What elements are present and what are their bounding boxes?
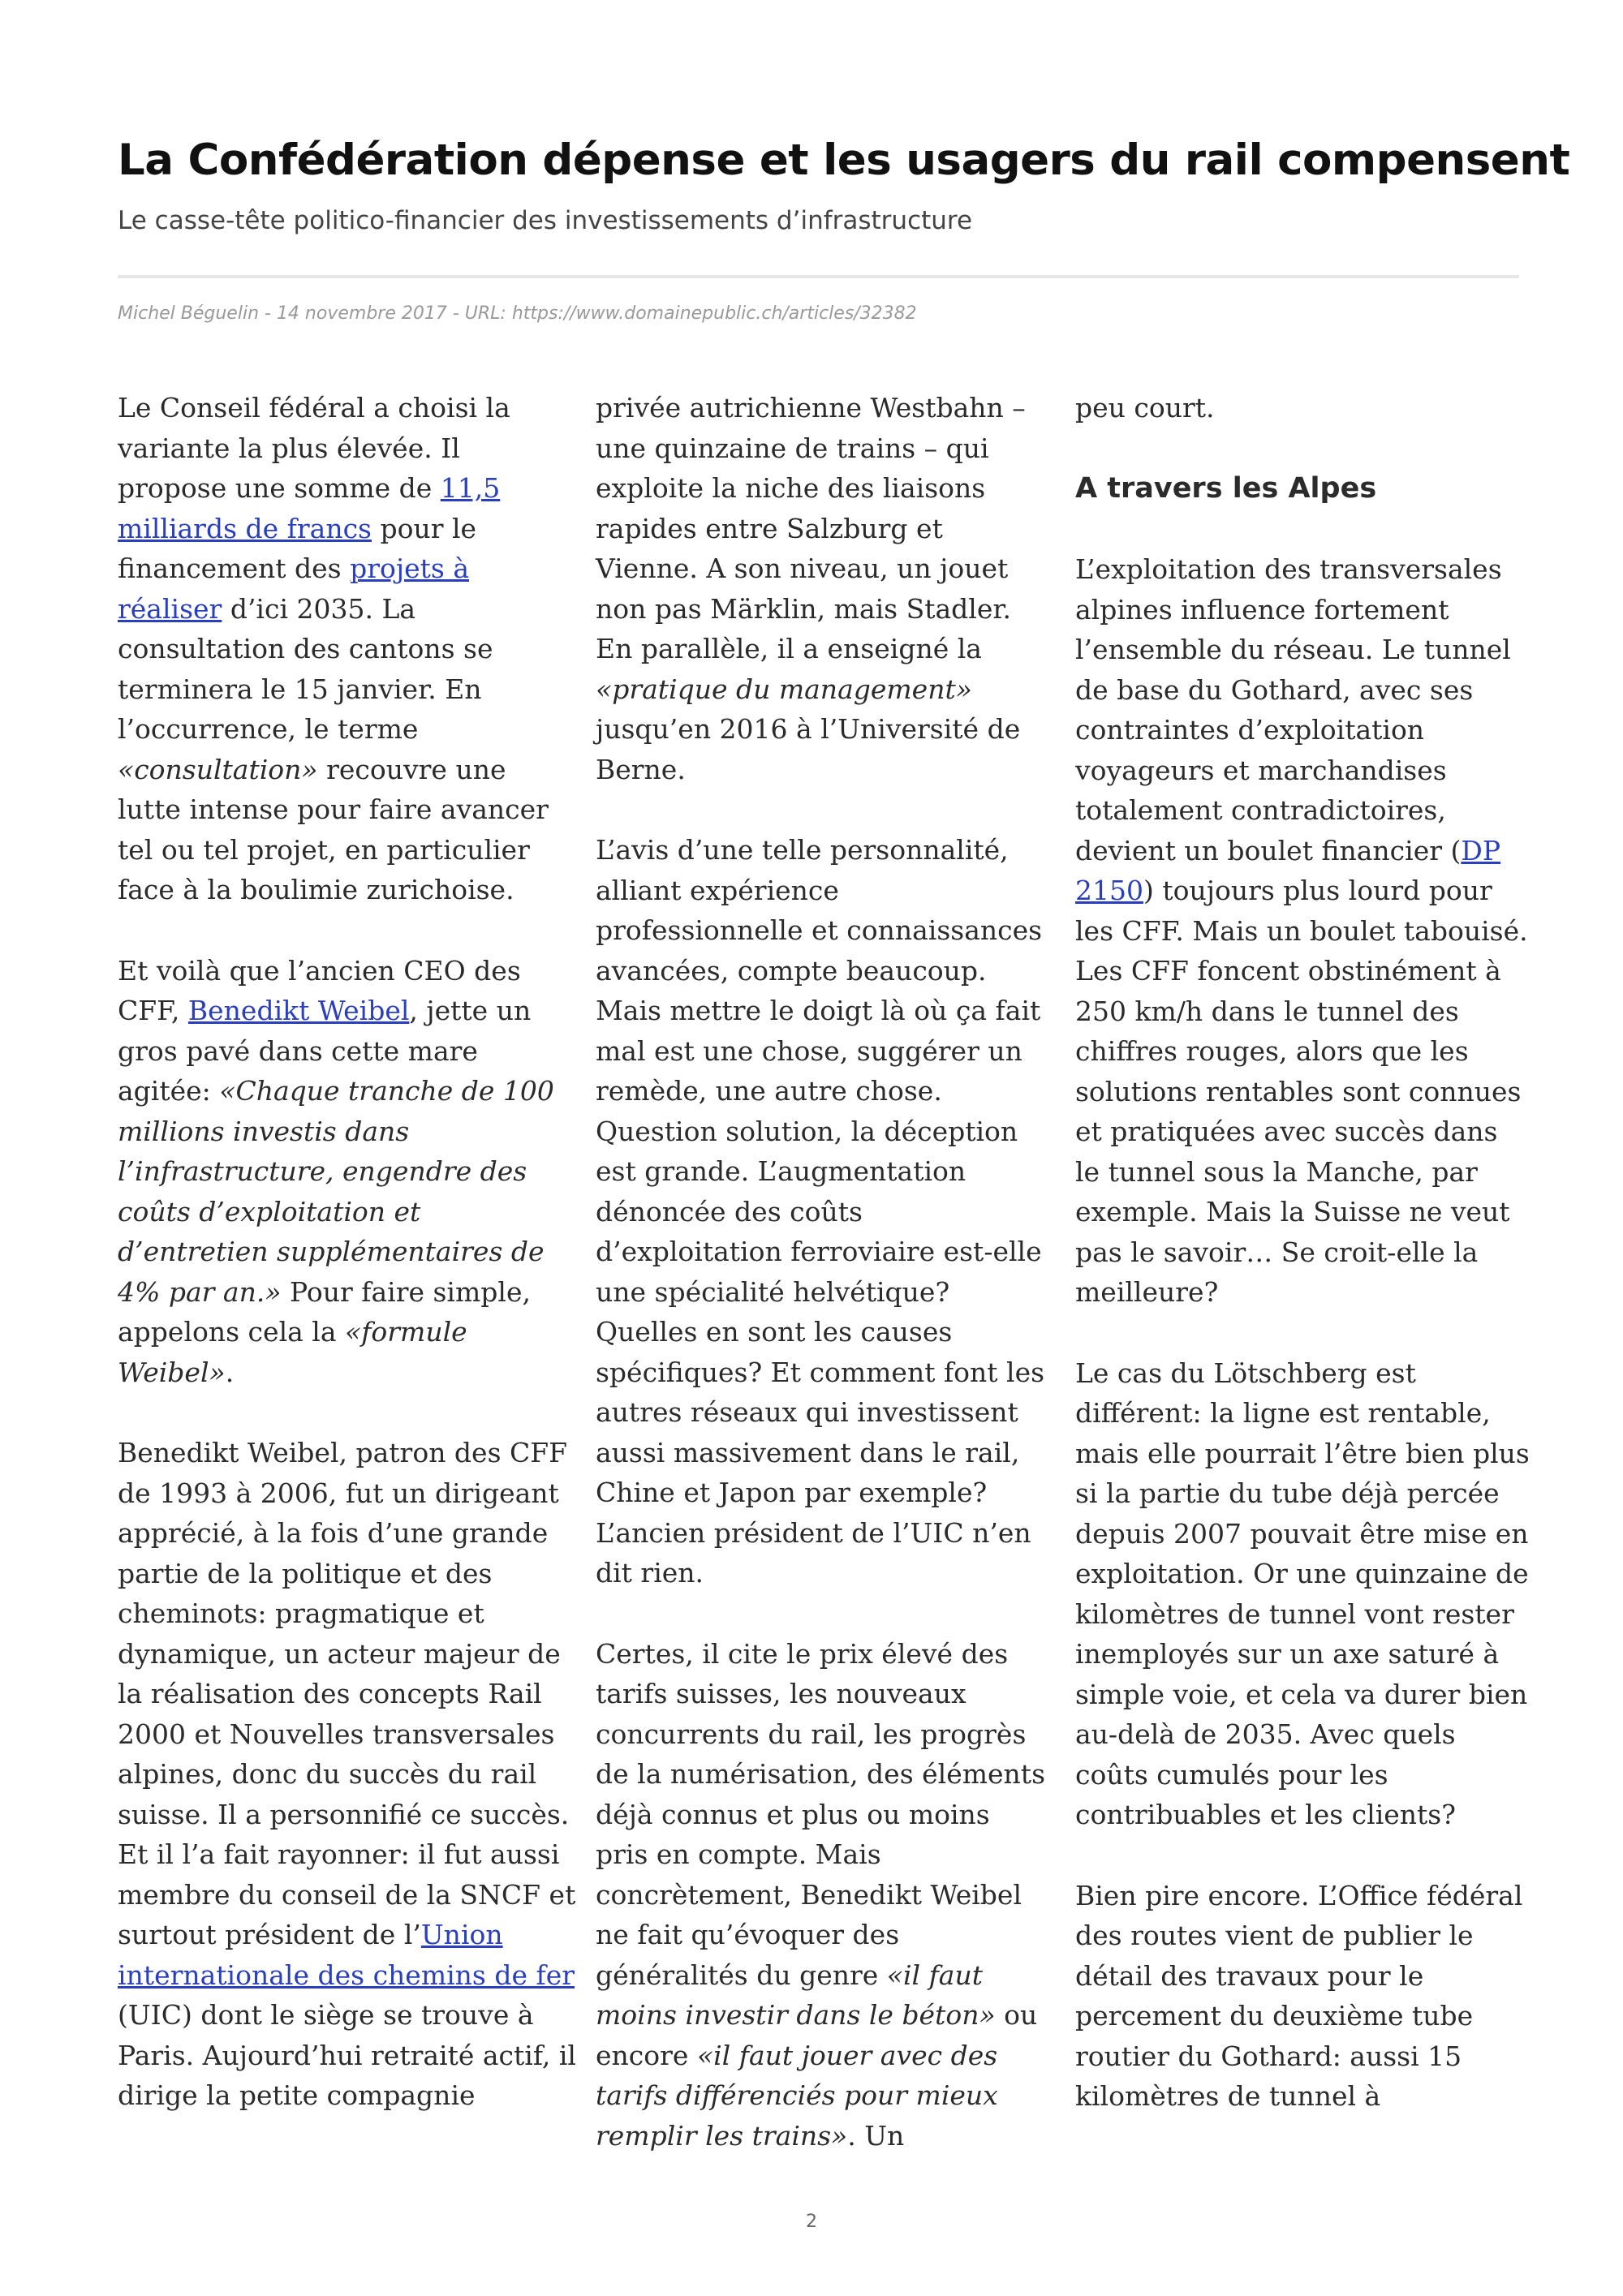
- emphasis: «consultation»: [118, 753, 318, 785]
- link-dp-2150[interactable]: DP 2150: [1075, 834, 1501, 906]
- header-divider: [118, 275, 1519, 278]
- paragraph: [596, 1634, 1050, 2156]
- section-heading: A travers les Alpes: [1075, 471, 1377, 505]
- text-run: pour le financement des: [118, 512, 477, 584]
- column-1: [118, 388, 576, 2116]
- column-3: [1075, 388, 1530, 2117]
- text-run: Le Conseil fédéral a choisi la variante la plus élevée. Il propose une somme de: [118, 392, 510, 504]
- paragraph: L’avis d’une telle personnalité, alliant expérience professionnelle et connaissances avancées, compte beaucoup. Mais mettre le doigt là où ça fait mal est une chose, suggérer un remède, une autre chose. Question solution, la déception est grande. L’augmentation dénoncée des coûts d’exploitation ferroviaire est-elle une spécialité helvétique? Quelles en sont les causes spécifiques? Et comment font les autres réseaux qui investissent aussi massivement dans le rail, Chine et Japon par exemple? L’ancien président de l’UIC n’en dit rien.: [596, 834, 1045, 1589]
- emphasis: «pratique du management»: [596, 673, 972, 705]
- paragraph: [596, 388, 1050, 789]
- text-run: d’ici 2035. La consultation des cantons se terminera le 15 janvier. En l’occurrence, le terme: [118, 592, 493, 745]
- paragraph: [118, 1433, 576, 2116]
- text-run: Benedikt Weibel, patron des CFF de 1993 à 2006, fut un dirigeant apprécié, à la fois d’une grande partie de la politique et des cheminots: pragmatique et dynamique, un acteur majeur de la réalisation des concepts Rail 2000 et Nouvelles transversales alpines, donc du succès du rail suisse. Il a personnifié ce succès. Et il l’a fait rayonner: il fut aussi membre du conseil de la SNCF et surtout président de l’: [118, 1437, 576, 1950]
- paragraph: Bien pire encore. L’Office fédéral des routes vient de publier le détail des travaux pour le percement du deuxième tube routier du Gothard: aussi 15 kilomètres de tunnel à: [1075, 1879, 1523, 2112]
- quote: «il faut jouer avec des tarifs différenciés pour mieux remplir les trains»: [596, 2039, 998, 2152]
- text-run: . Un: [847, 2119, 905, 2152]
- link-projets-a-realiser[interactable]: projets à réaliser: [118, 553, 469, 625]
- paragraph: [118, 951, 576, 1393]
- article-subtitle: Le casse-tête politico-financier des investissements d’infrastructure: [118, 206, 973, 235]
- text-run: L’exploitation des transversales alpines influence fortement l’ensemble du réseau. Le tunnel de base du Gothard, avec ses contraintes d’exploitation voyageurs et marchandises totalement contradictoires, devient un boulet financier (: [1075, 553, 1511, 866]
- column-2: [596, 388, 1050, 2156]
- text-run: .: [225, 1356, 235, 1388]
- text-run: , jette un gros pavé dans cette mare agitée:: [118, 995, 532, 1107]
- link-benedikt-weibel[interactable]: Benedikt Weibel: [187, 995, 410, 1026]
- link-11-5-milliards[interactable]: 11,5 milliards de francs: [118, 472, 501, 544]
- link-union-internationale[interactable]: Union internationale des chemins de fer: [118, 1919, 575, 1991]
- page-number: 2: [806, 2212, 817, 2232]
- text-run: Pour faire simple, appelons cela la: [118, 1275, 531, 1348]
- text-run: ) toujours plus lourd pour les CFF. Mais un boulet tabouisé. Les CFF foncent obstinément à 250 km/h dans le tunnel des chiffres rouges, alors que les solutions rentables sont connues et pratiquées avec succès dans le tunnel sous la Manche, par exemple. Mais la Suisse ne veut pas le savoir… Se croit-elle la meilleure?: [1075, 875, 1528, 1308]
- text-run: recouvre une lutte intense pour faire avancer tel ou tel projet, en particulier face à la boulimie zurichoise.: [118, 753, 549, 905]
- quote: «il faut moins investir dans le béton»: [596, 1958, 996, 2031]
- paragraph: [1075, 549, 1530, 1313]
- text-run: Certes, il cite le prix élevé des tarifs suisses, les nouveaux concurrents du rail, les progrès de la numérisation, des éléments déjà connus et plus ou moins pris en compte. Mais concrètement, Benedikt Weibel ne fait qu’évoquer des généralités du genre: [596, 1637, 1046, 1991]
- text-run: Et voilà que l’ancien CEO des CFF,: [118, 954, 521, 1026]
- text-run: privée autrichienne Westbahn – une quinzaine de trains – qui exploite la niche des liaisons rapides entre Salzburg et Vienne. A son niveau, un jouet non pas Märklin, mais Stadler. En parallèle, il a enseigné la: [596, 392, 1026, 664]
- paragraph: peu court.: [1075, 392, 1215, 424]
- article-meta: Michel Béguelin - 14 novembre 2017 - URL: https://www.domainepublic.ch/articles/32382: [118, 303, 917, 324]
- text-run: (UIC) dont le siège se trouve à Paris. Aujourd’hui retraité actif, il dirige la petite compagnie: [118, 1999, 576, 2111]
- text-run: ou encore: [596, 1999, 1038, 2071]
- paragraph: Le cas du Lötschberg est différent: la ligne est rentable, mais elle pourrait l’être bien plus si la partie du tube déjà percée depuis 2007 pouvait être mise en exploitation. Or une quinzaine de kilomètres de tunnel vont rester inemployés sur un axe saturé à simple voie, et cela va durer bien au-delà de 2035. Avec quels coûts cumulés pour les contribuables et les clients?: [1075, 1357, 1530, 1830]
- article-title: La Confédération dépense et les usagers du rail compensent: [118, 135, 1570, 185]
- emphasis: «formule Weibel»: [118, 1316, 467, 1388]
- paragraph: [118, 388, 576, 910]
- quote: «Chaque tranche de 100 millions investis dans l’infrastructure, engendre des coûts d’exploitation et d’entretien supplémentaires de 4% par an.»: [118, 1075, 554, 1308]
- text-run: jusqu’en 2016 à l’Université de Berne.: [596, 713, 1021, 785]
